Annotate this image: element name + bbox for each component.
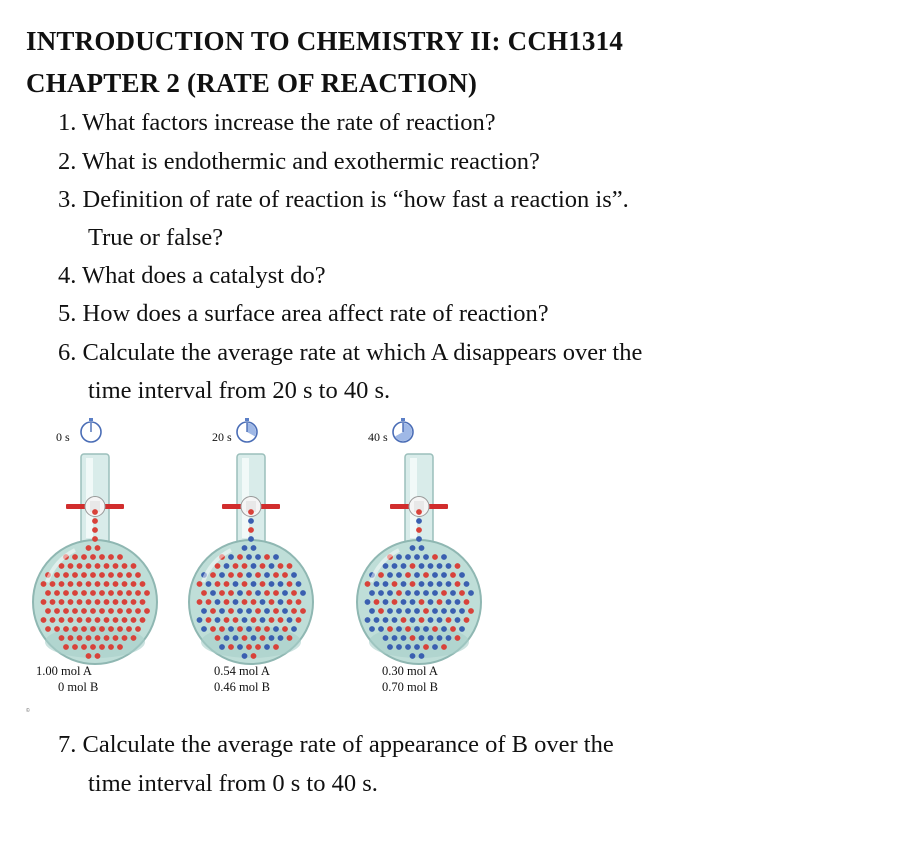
time-label: 20 s: [212, 430, 232, 444]
stopwatch-icon: [390, 418, 416, 444]
mol-a-label: 0.54 mol A: [214, 664, 270, 678]
flask-icon: [20, 452, 170, 677]
course-title: INTRODUCTION TO CHEMISTRY II: CCH1314: [26, 26, 624, 56]
mol-b-label: 0.46 mol B: [214, 680, 270, 694]
mol-a-label: 1.00 mol A: [36, 664, 92, 678]
question-4: 4. What does a catalyst do?: [58, 262, 326, 289]
stopwatch-icon: [78, 418, 104, 444]
question-5: 5. How does a surface area affect rate of reaction?: [58, 300, 549, 327]
reaction-flasks-figure: [0, 418, 520, 714]
question-2: 2. What is endothermic and exothermic reaction?: [58, 148, 540, 175]
mol-b-label: 0.70 mol B: [382, 680, 438, 694]
chapter-title: CHAPTER 2 (RATE OF REACTION): [26, 68, 478, 98]
flask-40s: [344, 418, 524, 698]
question-6: 6. Calculate the average rate at which A disappears over the: [58, 339, 643, 366]
mol-b-label: 0 mol B: [58, 680, 99, 694]
question-7: 7. Calculate the average rate of appearance of B over the: [58, 731, 614, 758]
question-3: 3. Definition of rate of reaction is “how fast a reaction is”.: [58, 186, 629, 213]
flask-20s: [176, 418, 356, 698]
flask-0s: [20, 418, 200, 698]
question-7-continued: time interval from 0 s to 40 s.: [88, 770, 378, 797]
time-label: 40 s: [368, 430, 388, 444]
question-3-continued: True or false?: [88, 224, 224, 251]
question-6-continued: time interval from 20 s to 40 s.: [88, 377, 391, 404]
time-label: 0 s: [56, 430, 70, 444]
figure-credit: ©: [26, 708, 30, 714]
flask-icon: [176, 452, 326, 677]
stopwatch-icon: [234, 418, 260, 444]
question-1: 1. What factors increase the rate of reaction?: [58, 109, 496, 136]
flask-icon: [344, 452, 494, 677]
mol-a-label: 0.30 mol A: [382, 664, 438, 678]
